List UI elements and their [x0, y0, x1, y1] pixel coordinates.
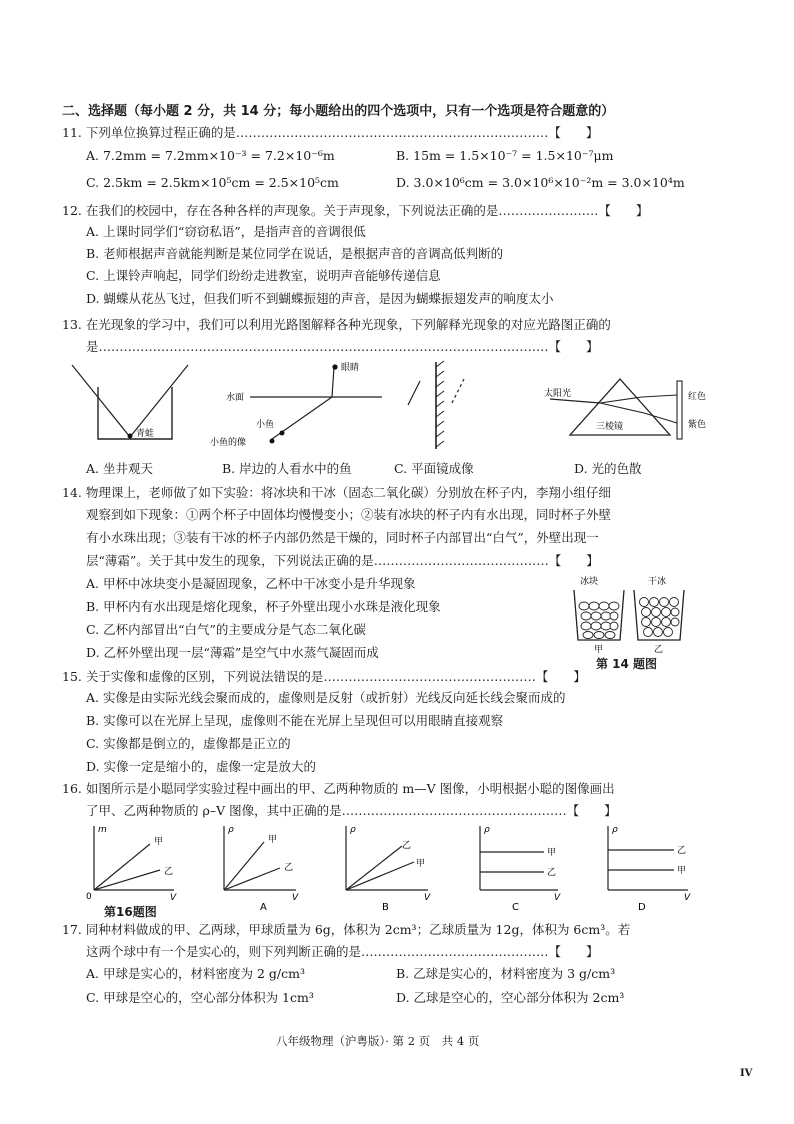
page-footer: 八年级物理（沪粤版）· 第 2 页 共 4 页 [276, 1034, 480, 1048]
q14-option-a: A. 甲杯中冰块变小是凝固现象，乙杯中干冰变小是升华现象 [86, 576, 416, 591]
q11-stem: 11. 下列单位换算过程正确的是…………………………………………………………………【 】 [62, 125, 599, 140]
q16-stem-2: 了甲、乙两种物质的 ρ–V 图像，其中正确的是………………………………………………【 】 [86, 803, 617, 818]
q14-stem-3: 有小水珠出现；③装有干冰的杯子内部仍然是干燥的，同时杯子内部冒出“白气”，外壁出现一 [86, 530, 599, 545]
q15-option-a: A. 实像是由实际光线会聚而成的，虚像则是反射（或折射）光线反向延长线会聚而成的 [86, 690, 566, 705]
q16-d-axis-rho: ρ [612, 825, 618, 835]
q16-graph-b [346, 825, 431, 913]
q11-option-a: A. 7.2mm = 7.2mm×10⁻³ = 7.2×10⁻⁶m [86, 148, 335, 163]
page-corner-mark: IV [740, 1068, 753, 1079]
q12-option-d: D. 蝴蝶从花丛飞过，但我们听不到蝴蝶振翅的声音，是因为蝴蝶振翅发声的响度太小 [86, 291, 554, 306]
q16-stem-1: 16. 如图所示是小聪同学实验过程中画出的甲、乙两种物质的 m—V 图像，小明根据小聪的图像画出 [62, 781, 615, 796]
q16-a-axis-v: V [292, 893, 299, 903]
q13-label-water: 水面 [226, 393, 245, 403]
q16-mv-jia: 甲 [154, 837, 164, 847]
q16-graph-a [224, 825, 299, 913]
q16-a-label: A [260, 902, 267, 913]
q13-stem-2: 是………………………………………………………………………………………………【 】 [86, 339, 599, 354]
q16-graph-c [480, 825, 561, 913]
q14-option-d: D. 乙杯外壁出现一层“薄霜”是空气中水蒸气凝固而成 [86, 645, 379, 660]
q13-option-b: B. 岸边的人看水中的鱼 [222, 461, 352, 476]
q15-option-d: D. 实像一定是缩小的，虚像一定是放大的 [86, 759, 317, 774]
q12-option-b: B. 老师根据声音就能判断是某位同学在说话，是根据声音的音调高低判断的 [86, 246, 504, 261]
q16-graph-mv [86, 825, 177, 903]
q16-b-label: B [382, 902, 389, 913]
q16-c-jia: 甲 [547, 848, 557, 858]
q16-d-axis-v: V [684, 893, 691, 903]
q16-c-axis-rho: ρ [484, 825, 490, 835]
q16-a-jia: 甲 [268, 835, 278, 845]
q14-caption: 第 14 题图 [596, 657, 658, 671]
q16-b-axis-v: V [424, 893, 431, 903]
q17-stem-2: 这两个球中有一个是实心的，则下列判断正确的是………………………………………【 】 [86, 944, 599, 959]
q13-label-red: 红色 [688, 392, 707, 402]
q16-b-axis-rho: ρ [350, 825, 356, 835]
q12-stem: 12. 在我们的校园中，存在各种各样的声现象。关于声现象，下列说法正确的是……………………【 】 [62, 203, 649, 218]
q16-mv-axis-v: V [170, 893, 177, 903]
q13-option-d: D. 光的色散 [574, 461, 642, 476]
q15-option-b: B. 实像可以在光屏上呈现，虚像则不能在光屏上呈现但可以用眼睛直接观察 [86, 713, 504, 728]
q16-b-yi: 乙 [402, 841, 412, 851]
q16-c-label: C [512, 902, 519, 913]
q13-label-fish-image: 小鱼的像 [210, 438, 247, 448]
q14-label-jia: 甲 [594, 645, 604, 655]
q14-stem-4: 层“薄霜”。关于其中发生的现象，下列说法正确的是……………………………………【 】 [86, 553, 599, 568]
q13-option-c: C. 平面镜成像 [394, 461, 474, 476]
q14-option-c: C. 乙杯内部冒出“白气”的主要成分是气态二氧化碳 [86, 622, 366, 637]
q16-mv-yi: 乙 [164, 867, 174, 877]
q16-graph-d [608, 825, 691, 913]
q16-b-jia: 甲 [416, 859, 426, 869]
q16-mv-axis-m: m [98, 825, 107, 835]
q14-label-yi: 乙 [654, 645, 664, 655]
q14-label-dryice: 干冰 [648, 577, 667, 587]
q16-c-axis-v: V [554, 893, 561, 903]
q16-d-jia: 甲 [677, 866, 687, 876]
q13-figure-c [408, 361, 464, 449]
q13-figures [60, 357, 740, 457]
q17-stem-1: 17. 同种材料做成的甲、乙两球，甲球质量为 6g，体积为 2cm³；乙球质量为 12g，体积为 6cm³。若 [62, 922, 631, 937]
q14-stem-1: 14. 物理课上，老师做了如下实验：将冰块和干冰（固态二氧化碳）分别放在杯子内，李翔小组仔细 [62, 485, 611, 500]
q16-d-label: D [638, 902, 646, 913]
q13-figure-d [544, 379, 706, 439]
q11-option-d: D. 3.0×10⁶cm = 3.0×10⁶×10⁻²m = 3.0×10⁴m [396, 175, 685, 190]
q13-label-purple: 紫色 [688, 420, 707, 430]
q16-caption: 第16题图 [104, 905, 157, 919]
q13-figure-a [72, 365, 188, 439]
q11-option-b: B. 15m = 1.5×10⁻⁷ = 1.5×10⁻⁷μm [396, 148, 614, 163]
q14-option-b: B. 甲杯内有水出现是熔化现象，杯子外壁出现小水珠是液化现象 [86, 599, 441, 614]
q12-option-a: A. 上课时同学们“窃窃私语”，是指声音的音调很低 [86, 224, 366, 239]
section-title: 二、选择题（每小题 2 分，共 14 分；每小题给出的四个选项中，只有一个选项是符合题意的） [62, 104, 615, 119]
q13-option-a: A. 坐井观天 [86, 461, 153, 476]
q13-label-prism: 三棱镜 [596, 422, 624, 432]
q16-mv-origin: 0 [86, 892, 92, 902]
q15-option-c: C. 实像都是倒立的，虚像都是正立的 [86, 736, 291, 751]
q16-c-yi: 乙 [547, 868, 557, 878]
q14-label-ice: 冰块 [580, 577, 599, 587]
q13-stem-1: 13. 在光现象的学习中，我们可以利用光路图解释各种光现象，下列解释光现象的对应光路图正确的 [62, 317, 611, 332]
q13-label-frog: 青蛙 [136, 429, 155, 439]
q14-stem-2: 观察到如下现象：①两个杯子中固体均慢慢变小；②装有冰块的杯子内有水出现，同时杯子外壁 [86, 507, 612, 522]
q13-label-eye: 眼睛 [341, 363, 360, 373]
q16-figures [84, 822, 704, 914]
q15-stem: 15. 关于实像和虚像的区别，下列说法错误的是……………………………………………【 】 [62, 669, 586, 684]
q17-option-c: C. 甲球是空心的，空心部分体积为 1cm³ [86, 990, 314, 1005]
q16-a-axis-rho: ρ [228, 825, 234, 835]
q17-option-b: B. 乙球是实心的，材料密度为 3 g/cm³ [396, 966, 616, 981]
q17-option-a: A. 甲球是实心的，材料密度为 2 g/cm³ [86, 966, 305, 981]
q16-d-yi: 乙 [677, 846, 687, 856]
q11-option-c: C. 2.5km = 2.5km×10⁵cm = 2.5×10⁵cm [86, 175, 339, 190]
q13-label-sun: 太阳光 [544, 389, 572, 399]
q12-option-c: C. 上课铃声响起，同学们纷纷走进教室，说明声音能够传递信息 [86, 268, 441, 283]
q17-option-d: D. 乙球是空心的，空心部分体积为 2cm³ [396, 990, 625, 1005]
q13-label-fish: 小鱼 [256, 420, 275, 430]
q14-figure [564, 572, 694, 656]
q13-figure-b [210, 361, 382, 448]
q16-a-yi: 乙 [284, 863, 294, 873]
